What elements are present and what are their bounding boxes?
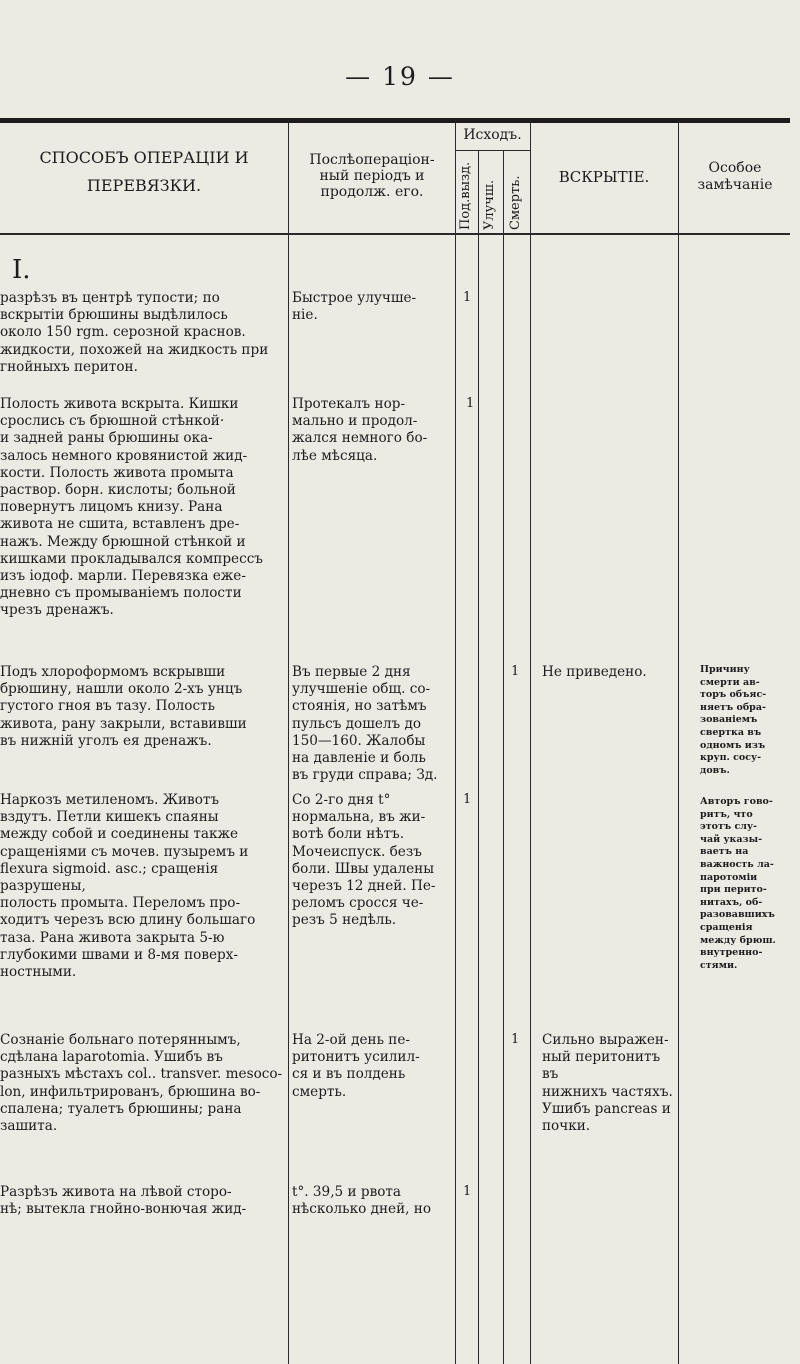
row4-method: Наркозъ метиленомъ. Животъ вздутъ. Петли кишекъ спаяны между собой и соединены также сращеніями съ мочев. пузыремъ и flexura sigmoid. asc.; сращенія разрушены, полость промыта. Переломъ про- ходитъ черезъ всю длину большаго таза. Рана живота закрыта 5-ю глубокими швами и 8-мя поверх- ностными. xyxy=(0,792,256,981)
row2-improved: 1 xyxy=(466,396,475,411)
header-outcome-improved: Улучш. xyxy=(482,179,497,230)
top-rule xyxy=(0,118,790,123)
row3-remark: Причину смерти ав- торъ объяс- няетъ обра- зованіемъ свертка въ одномъ изъ круп. сосу- довъ. xyxy=(700,664,767,776)
row4-postop: Со 2-го дня t° нормальна, въ жи- вотѣ боли нѣтъ. Мочеиспуск. безъ боли. Швы удалены черезъ 12 дней. Пе- реломъ сросся че- резъ 5 недѣль. xyxy=(292,792,436,929)
row5-postop: На 2-ой день пе- ритонитъ усилил- ся и въ полдень смерть. xyxy=(292,1032,420,1100)
row3-death: 1 xyxy=(511,664,520,679)
header-outcome: Исходъ. xyxy=(463,127,522,143)
row6-method: Разрѣзъ живота на лѣвой сторо- нѣ; вытекла гнойно-вонючая жид- xyxy=(0,1184,247,1218)
row4-recovered: 1 xyxy=(463,792,472,807)
row3-postop: Въ первые 2 дня улучшеніе общ. со- стоянія, но затѣмъ пульсъ дошелъ до 150—160. Жалобы на давленіе и боль въ груди справа; Зд. xyxy=(292,664,438,784)
row1-postop: Быстрое улучше- ніе. xyxy=(292,290,417,324)
row3-autopsy: Не приведено. xyxy=(542,664,647,680)
section-roman-numeral: I. xyxy=(12,255,31,285)
row6-recovered: 1 xyxy=(463,1184,472,1199)
row6-postop: t°. 39,5 и рвота нѣсколько дней, но xyxy=(292,1184,432,1218)
row5-autopsy: Сильно выражен- ный перитонитъ въ нижнихъ частяхъ. Ушибъ pancreas и почки. xyxy=(542,1032,673,1135)
header-remark: Особое замѣчаніе xyxy=(697,160,773,193)
header-method: СПОСОБЪ ОПЕРАЦІИ И ПЕРЕВЯЗКИ. xyxy=(39,148,249,195)
page-number: — 19 — xyxy=(345,62,455,91)
header-outcome-recovered: Под.вызд. xyxy=(458,161,473,230)
row3-method: Подъ хлороформомъ вскрывши брюшину, нашли около 2-хъ унцъ густого гноя въ тазу. Полость живота, рану закрыли, вставивши въ нижній уголъ ея дренажъ. xyxy=(0,664,247,749)
row2-method: Полость живота вскрыта. Кишки срослись съ брюшной стѣнкой· и задней раны брюшины ока- залось немного кровянистой жид- кости. Полость живота промыта раствор. борн. кислоты; больной повернутъ лицомъ книзу. Рана живота не сшита, вставленъ дре- нажъ. Между брюшной стѣнкой и кишками прокладывался компрессъ изъ іодоф. марли. Перевязка еже- дневно съ промываніемъ полости чрезъ дренажъ. xyxy=(0,396,263,619)
header-postop: Послѣоперацiон- ный періодъ и продолж. его. xyxy=(309,152,435,200)
row4-remark: Авторъ гово- ритъ, что этотъ слу- чай указы- ваетъ на важность ла- паротоміи при перито- нитахъ, об- разовавшихъ сращенія между брюш. внутренно- стями. xyxy=(700,796,776,971)
row1-method: разрѣзъ въ центрѣ тупости; по вскрытіи брюшины выдѣлилось около 150 rgm. серозной краснов. жидкости, похожей на жидкость при гнойныхъ перитон. xyxy=(0,290,269,375)
row1-recovered: 1 xyxy=(463,290,472,305)
row5-death: 1 xyxy=(511,1032,520,1047)
row5-method: Сознаніе больнаго потеряннымъ, сдѣлана laparotomia. Ушибъ въ разныхъ мѣстахъ col.. transver. mesoco- lon, инфильтрированъ, брюшина во- спалена; туалетъ брюшины; рана зашита. xyxy=(0,1032,283,1135)
row2-postop: Протекалъ нор- мально и продол- жался немного бо- лѣе мѣсяца. xyxy=(292,396,428,464)
header-autopsy: ВСКРЫТІЕ. xyxy=(558,168,650,186)
header-outcome-death: Смерть. xyxy=(508,175,523,230)
